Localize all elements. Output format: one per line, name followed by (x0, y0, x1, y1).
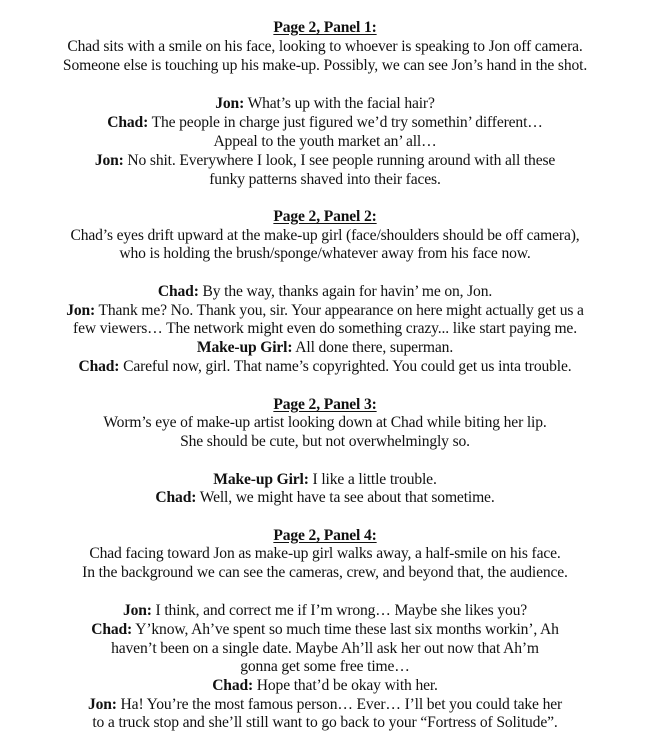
speaker-name: Chad: (155, 489, 197, 506)
dialogue-line (0, 301, 650, 320)
dialogue-line (0, 601, 650, 620)
dialogue-line (0, 676, 650, 695)
dialogue-text: Thank me? No. Thank you, sir. Your appearance on here might actually get us a (95, 302, 584, 319)
dialogue-line (0, 488, 650, 507)
dialogue-text: The people in charge just figured we’d try somethin’ different… (148, 114, 543, 131)
panel-3-description-line: She should be cute, but not overwhelmingly so. (180, 433, 470, 450)
speaker-name: Make-up Girl: (213, 471, 309, 488)
speaker-name: Make-up Girl: (196, 339, 293, 356)
panel-4-description-line: In the background we can see the cameras, crew, and beyond that, the audience. (82, 564, 568, 581)
dialogue-line (0, 470, 650, 489)
dialogue-text: gonna get some free time… (240, 658, 410, 675)
dialogue-text: All done there, superman. (292, 339, 454, 356)
dialogue-line (0, 170, 650, 189)
dialogue-text: No shit. Everywhere I look, I see people running around with all these (123, 152, 556, 169)
panel-3-description-line: Worm’s eye of make-up artist looking down at Chad while biting her lip. (103, 414, 547, 431)
speaker-name: Chad: (107, 114, 149, 131)
dialogue-line (0, 113, 650, 132)
speaker-name: Chad: (157, 283, 199, 300)
dialogue-line (0, 620, 650, 639)
panel-4-heading: Page 2, Panel 4: (273, 527, 377, 544)
dialogue-text: funky patterns shaved into their faces. (209, 171, 441, 188)
dialogue-text: Ha! You’re the most famous person… Ever… I’ll bet you could take her (116, 696, 563, 713)
panel-2-heading: Page 2, Panel 2: (273, 208, 377, 225)
dialogue-text: Y’know, Ah’ve spent so much time these last six months workin’, Ah (132, 621, 559, 638)
speaker-name: Jon: (94, 152, 124, 169)
dialogue-text: I think, and correct me if I’m wrong… Maybe she likes you? (151, 602, 528, 619)
speaker-name: Jon: (87, 696, 117, 713)
dialogue-text: By the way, thanks again for havin’ me on, Jon. (198, 283, 493, 300)
panel-1-description-line: Someone else is touching up his make-up. Possibly, we can see Jon’s hand in the shot. (62, 57, 588, 74)
dialogue-text: Well, we might have ta see about that sometime. (196, 489, 495, 506)
dialogue-text: Careful now, girl. That name’s copyrighted. You could get us inta trouble. (119, 358, 572, 375)
speaker-name: Jon: (122, 602, 152, 619)
dialogue-line (0, 319, 650, 338)
speaker-name: Chad: (91, 621, 133, 638)
speaker-name: Chad: (212, 677, 254, 694)
dialogue-line (0, 713, 650, 732)
dialogue-line (0, 282, 650, 301)
panel-2-description-line: who is holding the brush/sponge/whatever away from his face now. (119, 245, 531, 262)
dialogue-text: I like a little trouble. (308, 471, 437, 488)
dialogue-text: few viewers… The network might even do something crazy... like start paying me. (73, 320, 577, 337)
speaker-name: Jon: (215, 95, 245, 112)
panel-1-heading: Page 2, Panel 1: (273, 19, 377, 36)
dialogue-text: What’s up with the facial hair? (244, 95, 435, 112)
dialogue-line (0, 338, 650, 357)
dialogue-line (0, 695, 650, 714)
panel-2-description-line: Chad’s eyes drift upward at the make-up girl (face/shoulders should be off camera), (70, 227, 580, 244)
dialogue-text: Hope that’d be okay with her. (253, 677, 438, 694)
dialogue-line (0, 639, 650, 658)
dialogue-line (0, 132, 650, 151)
dialogue-text: Appeal to the youth market an’ all… (213, 133, 437, 150)
dialogue-line (0, 357, 650, 376)
speaker-name: Jon: (66, 302, 96, 319)
dialogue-text: haven’t been on a single date. Maybe Ah’ll ask her out now that Ah’m (111, 640, 539, 657)
panel-1-description-line: Chad sits with a smile on his face, looking to whoever is speaking to Jon off camera. (67, 38, 583, 55)
panel-3-heading: Page 2, Panel 3: (273, 396, 377, 413)
speaker-name: Chad: (78, 358, 120, 375)
panel-4-description-line: Chad facing toward Jon as make-up girl walks away, a half-smile on his face. (89, 545, 561, 562)
dialogue-line (0, 657, 650, 676)
dialogue-text: to a truck stop and she’ll still want to go back to your “Fortress of Solitude”. (92, 714, 558, 731)
dialogue-line (0, 94, 650, 113)
dialogue-line (0, 151, 650, 170)
